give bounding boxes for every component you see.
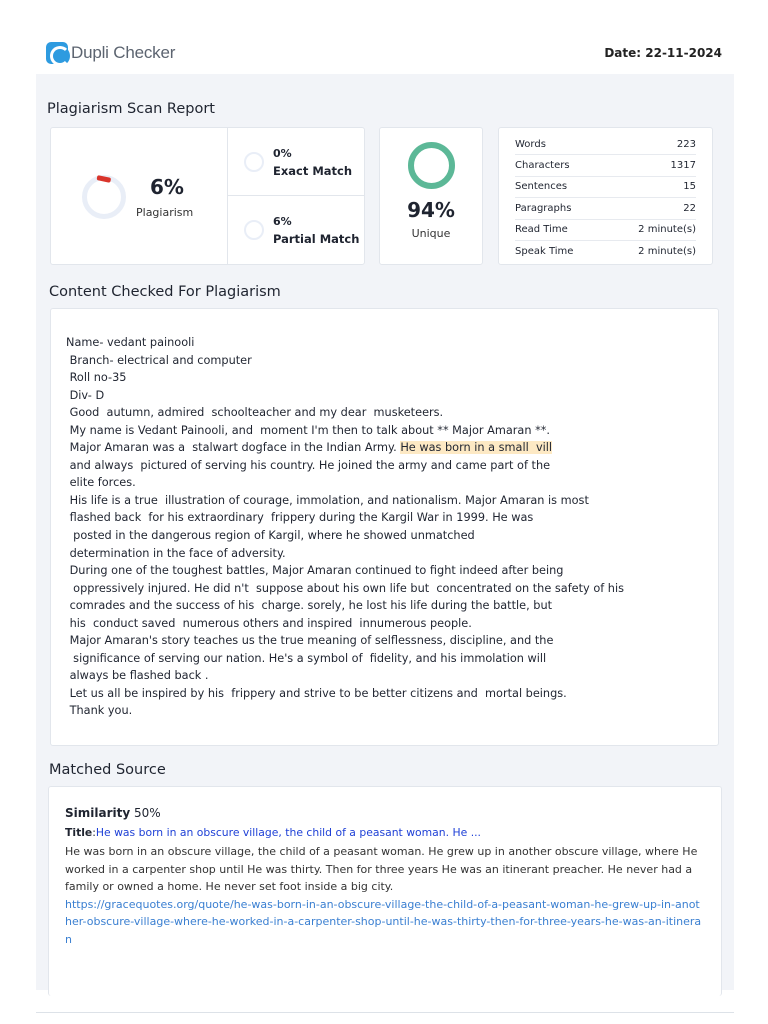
content-line-text: comrades and the success of his charge. sorely, he lost his life during the battle, but: [66, 599, 553, 613]
stat-label: Characters: [515, 160, 570, 172]
partial-match-percent: 6%: [273, 215, 292, 228]
plagiarized-highlight[interactable]: He was born in a small vill: [400, 441, 553, 455]
content-line-text: His life is a true illustration of courage, immolation, and nationalism. Major Amaran is most: [66, 493, 589, 507]
content-line-text: Good autumn, admired schoolteacher and my dear musketeers.: [66, 406, 444, 420]
content-line: [66, 702, 703, 720]
stat-row: [515, 220, 696, 241]
similarity-label: Similarity: [65, 806, 131, 820]
source-title: Title:He was born in an obscure village, the child of a peasant woman. He ...: [65, 826, 481, 839]
partial-match-ring-icon: [244, 220, 264, 240]
content-line: [66, 334, 703, 352]
stat-value: 2 minute(s): [638, 246, 696, 258]
stat-label: Paragraphs: [515, 202, 572, 214]
content-line: [66, 527, 703, 545]
content-line-text: Thank you.: [66, 704, 133, 718]
content-line: [66, 509, 703, 527]
content-line-text: Let us all be inspired by his frippery and strive to be better citizens and mortal beings.: [66, 686, 567, 700]
content-line-text: elite forces.: [66, 476, 136, 490]
content-line: [66, 545, 703, 563]
stat-row: [515, 177, 696, 198]
content-line-text: flashed back for his extraordinary frippery during the Kargil War in 1999. He was: [66, 511, 534, 525]
content-line: [66, 369, 703, 387]
plagiarism-percent: 6%: [150, 175, 184, 199]
exact-match-box: [228, 128, 365, 196]
unique-percent: 94%: [407, 198, 455, 222]
content-line: [66, 404, 703, 422]
checked-content-text: [66, 334, 703, 720]
stat-label: Sentences: [515, 181, 568, 193]
source-excerpt: He was born in an obscure village, the child of a peasant woman. He grew up in another obscure village, where He worked in a carpenter shop until He was thirty. Then for three years He was an itinerant preacher. He never had a family or owned a home. He never set foot inside a big city.: [65, 845, 698, 893]
content-line-text: My name is Vedant Painooli, and moment I'm then to talk about ** Major Amaran **.: [66, 423, 550, 437]
content-line: [66, 667, 703, 685]
unique-label: Unique: [411, 227, 451, 240]
stat-row: [515, 198, 696, 219]
content-line: [66, 387, 703, 405]
plagiarism-label: Plagiarism: [136, 206, 194, 219]
content-line: [66, 580, 703, 598]
exact-match-ring-icon: [244, 152, 264, 172]
content-line-text: Major Amaran was a stalwart dogface in the Indian Army.: [66, 441, 401, 455]
content-line-text: Branch- electrical and computer: [66, 353, 252, 367]
source-title-label: Title: [65, 826, 93, 839]
content-line-text: determination in the face of adversity.: [66, 546, 286, 560]
matched-source-heading: Matched Source: [49, 762, 166, 778]
plagiarism-score: [51, 128, 228, 264]
content-line: [66, 562, 703, 580]
content-line: [66, 457, 703, 475]
unique-card: [379, 127, 483, 265]
content-line: [66, 492, 703, 510]
report-date: Date: 22-11-2024: [604, 46, 722, 60]
content-line-text: Name- vedant painooli: [66, 336, 195, 349]
footer-divider: [36, 1012, 734, 1013]
matched-source-card: [48, 786, 722, 996]
stats-card: [498, 127, 713, 265]
similarity: [65, 803, 705, 823]
content-line-text: his conduct saved numerous others and inspired innumerous people.: [66, 616, 472, 630]
stat-value: 15: [683, 181, 696, 193]
exact-match-percent: 0%: [273, 147, 292, 160]
content-line-text: oppressively injured. He did n't suppose about his own life but concentrated on the safety of his: [66, 581, 624, 595]
logo-text: Dupli Checker: [71, 43, 176, 62]
content-line-text: Roll no-35: [66, 371, 127, 385]
plagiarism-ring-icon: [82, 175, 126, 219]
stat-row: [515, 134, 696, 155]
plagiarism-summary-card: [50, 127, 365, 265]
stat-value: 223: [676, 138, 696, 150]
stat-row: [515, 241, 696, 262]
content-line-text: significance of serving our nation. He's a symbol of fidelity, and his immolation will: [66, 651, 547, 665]
logo-icon: [46, 42, 68, 64]
content-line: [66, 615, 703, 633]
content-line: [66, 352, 703, 370]
content-line: [66, 597, 703, 615]
similarity-value: 50%: [134, 806, 161, 820]
partial-match-label: Partial Match: [273, 232, 360, 246]
unique-ring-icon: [408, 142, 455, 189]
report-title: Plagiarism Scan Report: [47, 101, 215, 117]
content-line: [66, 439, 703, 457]
partial-match-box: [228, 196, 365, 264]
stat-label: Read Time: [515, 224, 568, 236]
content-line-text: Major Amaran's story teaches us the true meaning of selflessness, discipline, and the: [66, 634, 554, 648]
dupli-checker-logo[interactable]: [46, 42, 175, 64]
stat-row: [515, 155, 696, 176]
source-title-link[interactable]: He was born in an obscure village, the child of a peasant woman. He ...: [95, 826, 481, 839]
content-line: [66, 685, 703, 703]
exact-match-label: Exact Match: [273, 164, 353, 178]
page-header: [0, 0, 768, 74]
stat-value: 22: [683, 202, 696, 214]
content-line-text: and always pictured of serving his country. He joined the army and came part of the: [66, 458, 551, 472]
source-url-link[interactable]: https://gracequotes.org/quote/he-was-born-in-an-obscure-village-the-child-of-a-peasant-woman-he-grew-up-in-another-obscure-village-where-he-worked-in-a-carpenter-shop-until-he-was-thirty-then-for-three-years-he-was-an-itineran: [65, 897, 702, 946]
content-line-text: During one of the toughest battles, Major Amaran continued to fight indeed after being: [66, 564, 564, 578]
content-heading: Content Checked For Plagiarism: [49, 284, 281, 300]
stat-value: 2 minute(s): [638, 224, 696, 236]
stat-value: 1317: [670, 160, 696, 172]
stat-label: Speak Time: [515, 246, 574, 258]
content-line: [66, 474, 703, 492]
stat-label: Words: [515, 138, 546, 150]
content-line: [66, 422, 703, 440]
content-line: [66, 632, 703, 650]
checked-content-card: [50, 308, 719, 746]
content-line-text: always be flashed back .: [66, 669, 209, 683]
content-line: [66, 650, 703, 668]
content-line-text: Div- D: [66, 388, 105, 402]
report-body: [36, 74, 734, 990]
content-line-text: posted in the dangerous region of Kargil, where he showed unmatched: [66, 529, 475, 543]
